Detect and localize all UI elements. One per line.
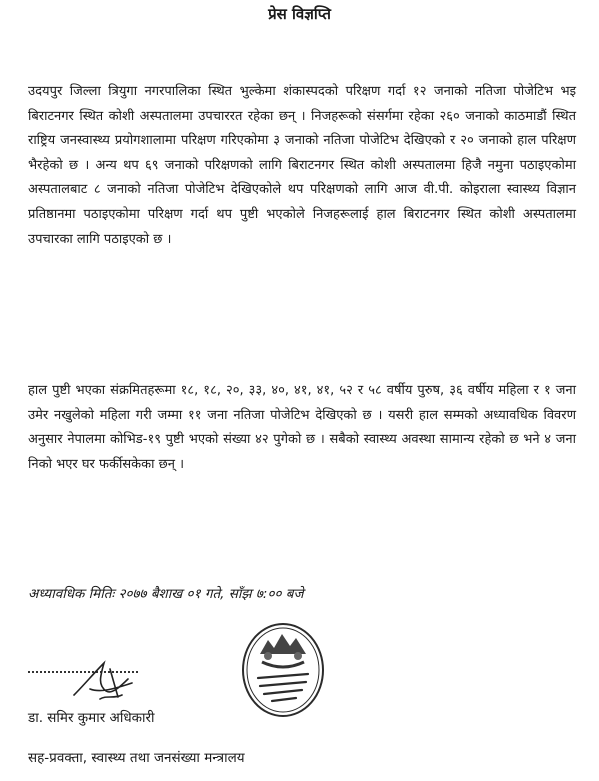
document-title: प्रेस विज्ञप्ति bbox=[268, 5, 331, 23]
signer-designation: सह-प्रवक्ता, स्वास्थ्य तथा जनसंख्या मन्त्रालय bbox=[28, 750, 245, 766]
paragraph-2: हाल पुष्टी भएका संक्रमितहरूमा १८, १८, २०, ३३, ४०, ४१, ४१, ५२ र ५८ वर्षीय पुरुष, ३६ वर्षीय महिला र १ जना उमेर नखुलेको महिला गरी जम्मा ११ जना नतिजा पोजेटिभ देखिएको छ । यसरी हाल सम्मको अध्यावधिक विवरण अनुसार नेपालमा कोभिड-१९ पुष्टी भएको संख्या ४२ पुगेको छ । सबैको स्वास्थ्य अवस्था सामान्य रहेको छ भने ४ जना निको भएर घर फर्कीसकेका छन् । bbox=[28, 383, 576, 472]
handwritten-signature bbox=[70, 655, 140, 705]
signer-name: डा. समिर कुमार अधिकारी bbox=[28, 710, 155, 726]
ministry-seal bbox=[238, 620, 328, 720]
update-dateline: अध्यावधिक मितिः २०७७ बैशाख ०१ गते, साँझ ७:०० बजे bbox=[28, 586, 304, 602]
paragraph-1: उदयपुर जिल्ला त्रियुगा नगरपालिका स्थित भुल्केमा शंकास्पदको परिक्षण गर्दा १२ जनाको नतिजा पोजेटिभ भइ बिराटनगर स्थित कोशी अस्पतालमा उपचाररत रहेका छन् । निजहरूको संसर्गमा रहेका २६० जनाको काठमाडौं स्थित राष्ट्रिय जनस्वास्थ्य प्रयोगशालामा परिक्षण गरिएकोमा ३ जनाको नतिजा पोजेटिभ देखिएको र २० जनाको हाल परिक्षण भैरहेको छ । अन्य थप ६९ जनाको परिक्षणको लागि बिराटनगर स्थित कोशी अस्पतालमा हिजै नमुना पठाइएकोमा अस्पतालबाट ८ जनाको नतिजा पोजेटिभ देखिएकोले थप परिक्षणको लागि आज वी.पी. कोइराला स्वास्थ्य विज्ञान प्रतिष्ठानमा पठाइएकोमा परिक्षण गर्दा थप पुष्टी भएकोले निजहरूलाई हाल बिराटनगर स्थित कोशी अस्पतालमा उपचारका लागि पठाइएको छ । bbox=[28, 84, 576, 247]
